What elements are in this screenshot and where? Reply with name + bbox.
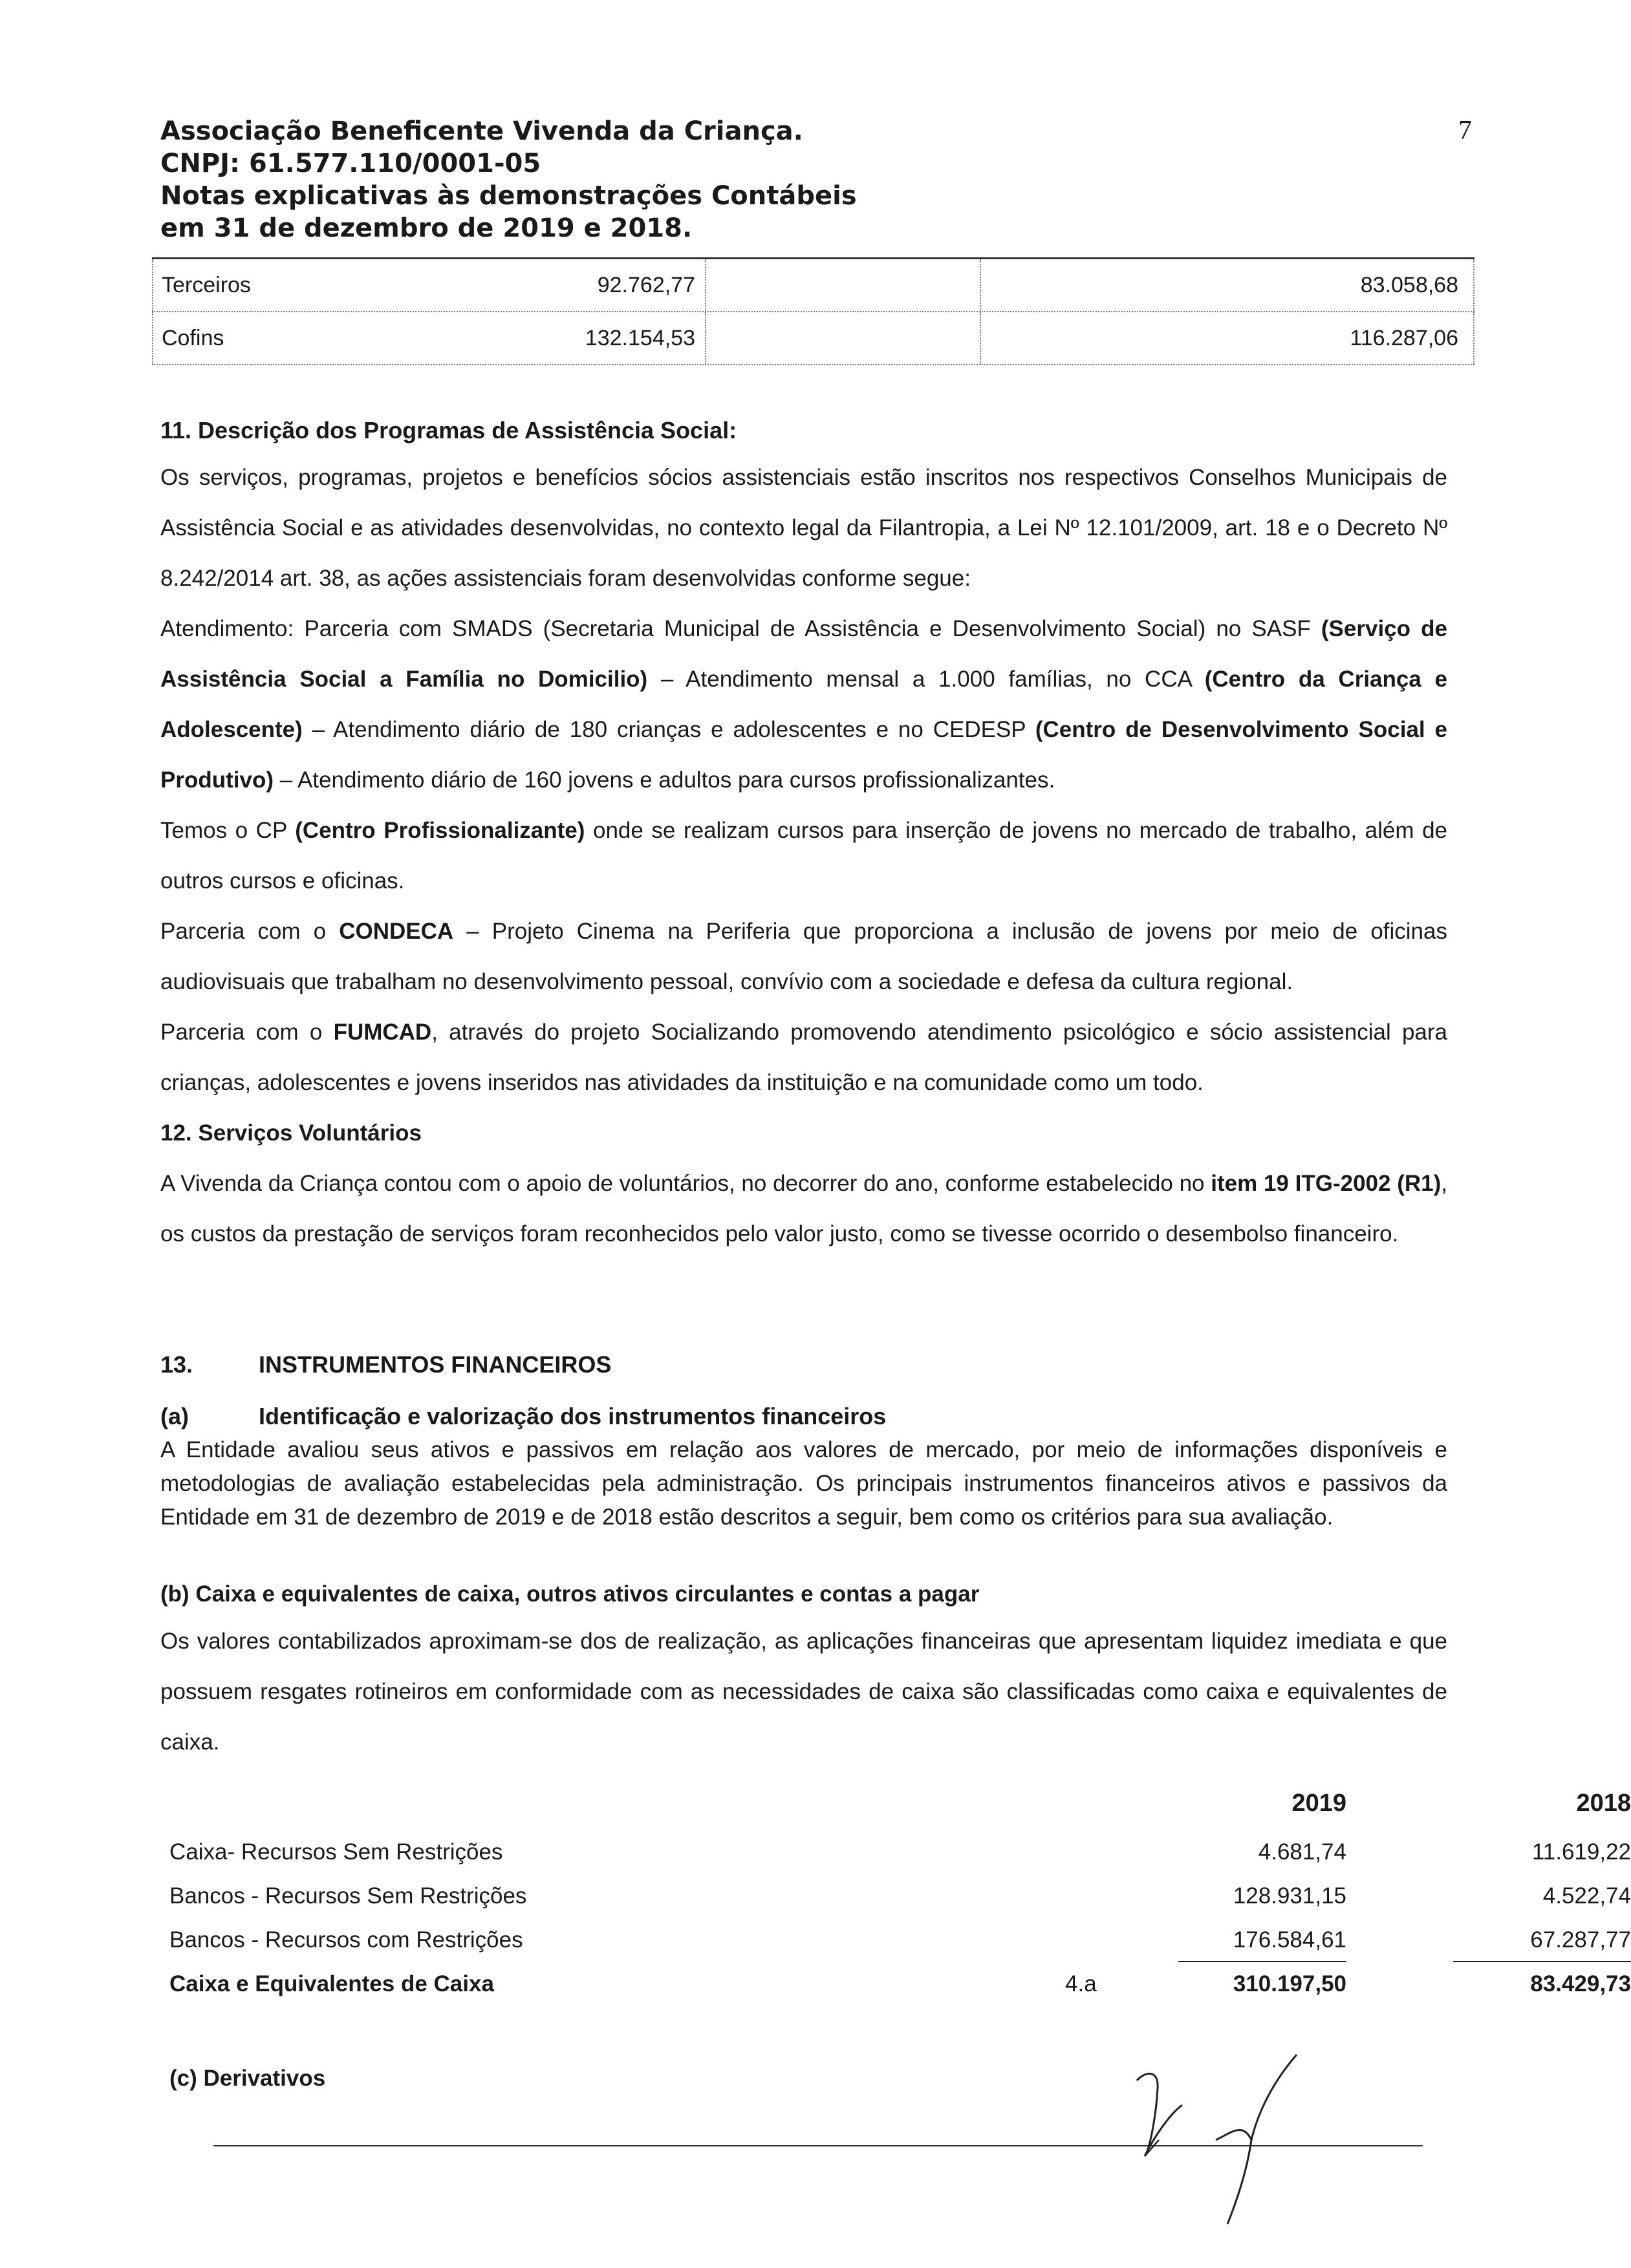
table-row xyxy=(169,1830,1631,1874)
header-notes-title: Notas explicativas às demonstrações Contábeis xyxy=(160,181,857,211)
paragraph: Parceria com o FUMCAD, através do projeto Socializando promovendo atendimento psicológico e sócio assistencial para crianças, adolescentes e jovens inseridos nas atividades da instituição e na comunidade como um todo. xyxy=(160,1020,1447,1095)
section-13a-title: Identificação e valorização dos instrumentos financeiros xyxy=(259,1403,887,1429)
value-2019: 128.931,15 xyxy=(1233,1883,1346,1909)
paragraph: A Vivenda da Criança contou com o apoio de voluntários, no decorrer do ano, conforme estabelecido no item 19 ITG-2002 (R1), os custos da prestação de serviços foram reconhecidos pelo valor justo, como se tivesse ocorrido o desembolso financeiro. xyxy=(160,1171,1447,1246)
value-2018: 4.522,74 xyxy=(1542,1883,1631,1909)
paragraph: Temos o CP (Centro Profissionalizante) onde se realizam cursos para inserção de jovens no mercado de trabalho, além de outros cursos e oficinas. xyxy=(160,818,1447,893)
section-12-title: 12. Serviços Voluntários xyxy=(160,1120,422,1146)
row-label: Caixa- Recursos Sem Restrições xyxy=(169,1839,503,1865)
total-2018: 83.429,73 xyxy=(1530,1971,1631,1996)
section-13a-label: (a) xyxy=(160,1403,189,1429)
header-org-name: Associação Beneficente Vivenda da Criança. xyxy=(160,116,803,146)
paragraph: Parceria com o CONDECA – Projeto Cinema na Periferia que proporciona a inclusão de jovens por meio de oficinas audiovisuais que trabalham no desenvolvimento pessoal, convívio com a sociedade e defesa da cultura regional. xyxy=(160,919,1447,994)
cash-table xyxy=(169,1781,1631,2014)
page-number: 7 xyxy=(1458,116,1472,145)
total-label: Caixa e Equivalentes de Caixa xyxy=(169,1971,494,1996)
paragraph: Os serviços, programas, projetos e benefícios sócios assistenciais estão inscritos nos respectivos Conselhos Municipais de Assistência Social e as atividades desenvolvidas, no contexto legal da Filantropia, a Lei Nº 12.101/2009, art. 18 e o Decreto Nº 8.242/2014 art. 38, as ações assistenciais foram desenvolvidas conforme segue: xyxy=(160,465,1447,591)
total-2019: 310.197,50 xyxy=(1233,1971,1346,1996)
row-label: Terceiros xyxy=(162,273,251,297)
value-2019: 176.584,61 xyxy=(1233,1927,1346,1952)
col-2019: 2019 xyxy=(1291,1790,1346,1817)
value-2018: 11.619,22 xyxy=(1531,1839,1631,1865)
row-label: Bancos - Recursos com Restrições xyxy=(169,1927,523,1952)
section-13-title: INSTRUMENTOS FINANCEIROS xyxy=(259,1351,612,1378)
table-row xyxy=(169,1874,1631,1918)
table-row xyxy=(152,257,1474,312)
value-2018: 116.287,06 xyxy=(1350,326,1458,350)
table-row xyxy=(152,312,1474,365)
section-11-text xyxy=(160,453,1447,1259)
table-total-row xyxy=(169,1962,1631,2014)
section-13a-text: A Entidade avaliou seus ativos e passivos em relação aos valores de mercado, por meio de informações disponíveis e metodologias de avaliação estabelecidas pela administração. Os principais instrumentos financeiros ativos e passivos da Entidade em 31 de dezembro de 2019 e de 2018 estão descritos a seguir, bem como os critérios para sua avaliação. xyxy=(160,1437,1447,1530)
section-11-title: 11. Descrição dos Programas de Assistência Social: xyxy=(160,417,737,444)
total-note-ref: 4.a xyxy=(1065,1971,1097,1996)
section-13-number: 13. xyxy=(160,1351,193,1378)
section-13c-title: (c) Derivativos xyxy=(169,2066,326,2091)
value-2019: 92.762,77 xyxy=(597,273,695,297)
header-cnpj: CNPJ: 61.577.110/0001-05 xyxy=(160,149,541,178)
header-date: em 31 de dezembro de 2019 e 2018. xyxy=(160,213,693,243)
tax-table xyxy=(152,257,1474,365)
table-header xyxy=(169,1781,1631,1830)
signature-initials xyxy=(1119,2043,1339,2231)
value-2019: 4.681,74 xyxy=(1258,1839,1346,1865)
table-row xyxy=(169,1918,1631,1962)
col-2018: 2018 xyxy=(1576,1790,1631,1817)
value-2018: 83.058,68 xyxy=(1360,273,1458,297)
value-2019: 132.154,53 xyxy=(585,326,695,350)
paragraph: Atendimento: Parceria com SMADS (Secretaria Municipal de Assistência e Desenvolvimento Social) no SASF (Serviço de Assistência Social a Família no Domicilio) – Atendimento mensal a 1.000 famílias, no CCA (Centro da Criança e Adolescente) – Atendimento diário de 180 crianças e adolescentes e no CEDESP (Centro de Desenvolvimento Social e Produtivo) – Atendimento diário de 160 jovens e adultos para cursos profissionalizantes. xyxy=(160,616,1447,793)
section-13b-text: Os valores contabilizados aproximam-se dos de realização, as aplicações financeiras que apresentam liquidez imediata e que possuem resgates rotineiros em conformidade com as necessidades de caixa são classificadas como caixa e equivalentes de caixa. xyxy=(160,1629,1447,1755)
row-label: Bancos - Recursos Sem Restrições xyxy=(169,1883,527,1909)
section-13b-title: (b) Caixa e equivalentes de caixa, outros ativos circulantes e contas a pagar xyxy=(160,1581,980,1607)
value-2018: 67.287,77 xyxy=(1530,1927,1631,1952)
row-label: Cofins xyxy=(162,326,224,350)
